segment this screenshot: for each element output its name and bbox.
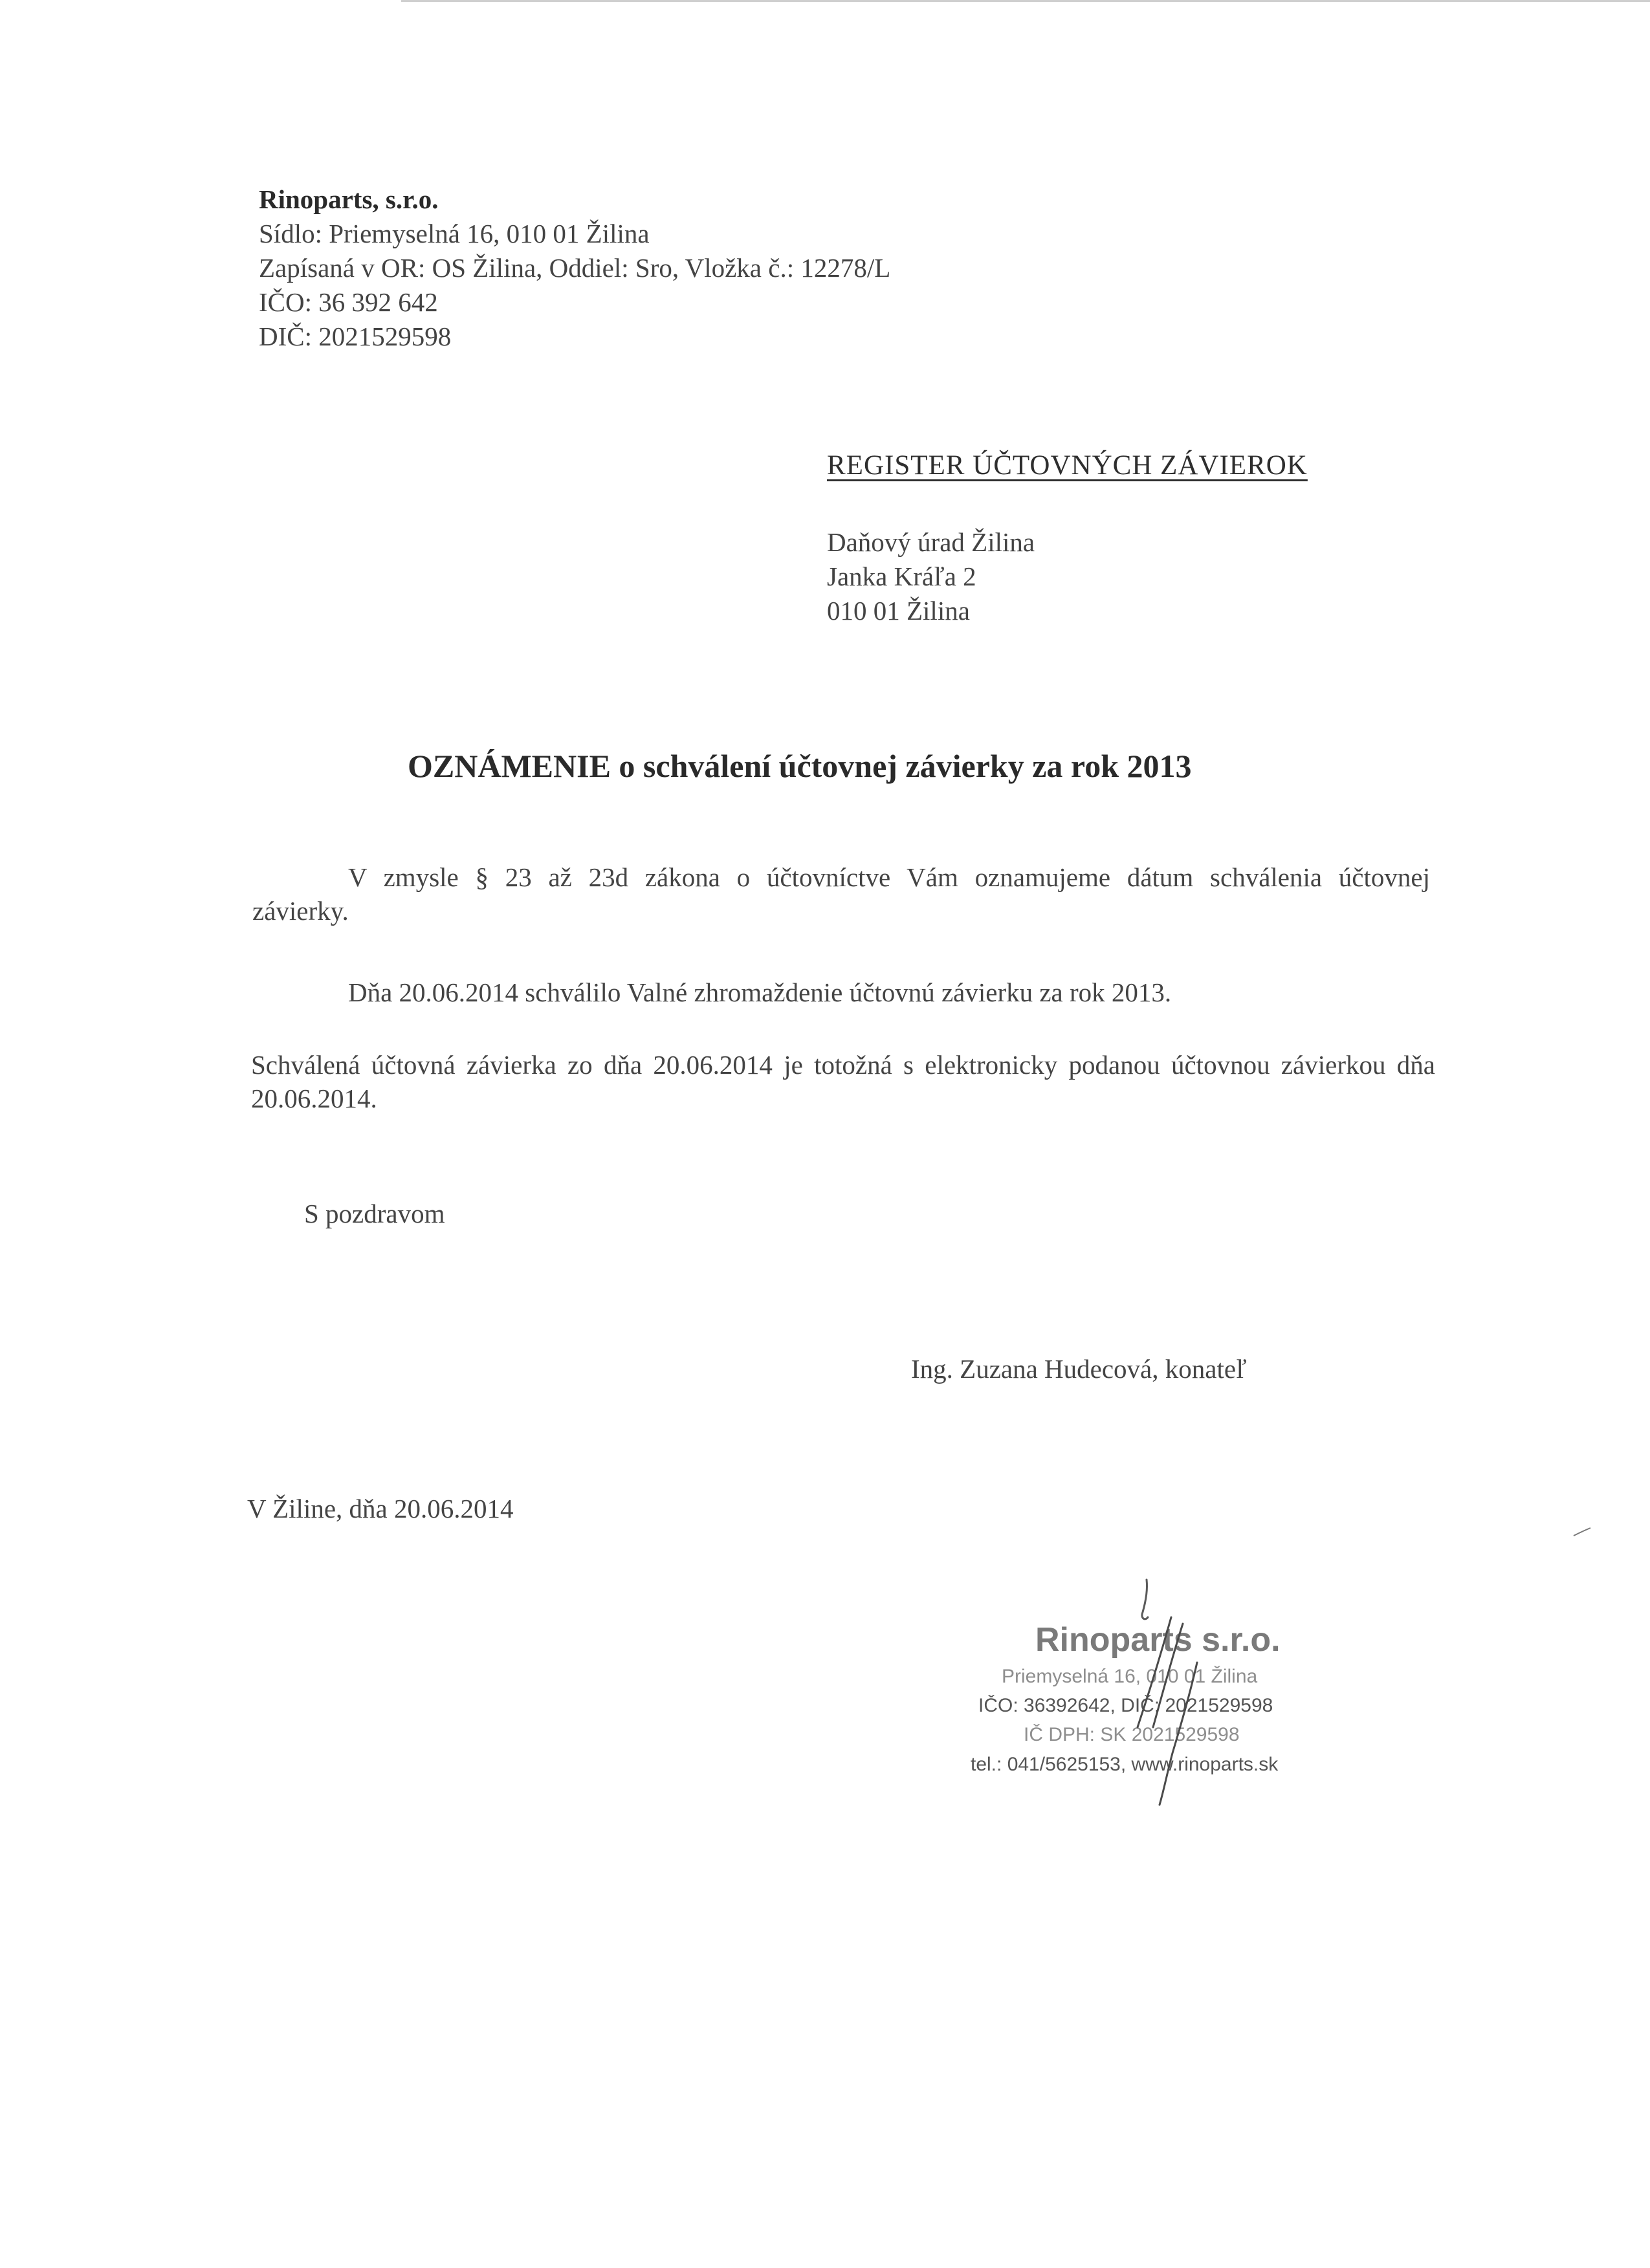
sender-seat: Sídlo: Priemyselná 16, 010 01 Žilina: [259, 219, 650, 248]
recipient-office: Daňový úrad Žilina: [827, 527, 1035, 557]
sender-block: [259, 182, 890, 354]
sender-company: Rinoparts, s.r.o.: [259, 184, 439, 214]
stamp-ic-dph: IČ DPH: SK 2021529598: [1024, 1724, 1240, 1745]
stamp-ico-dic: IČO: 36392642, DIČ: 2021529598: [978, 1695, 1273, 1716]
recipient-city: 010 01 Žilina: [827, 596, 970, 626]
body-paragraph-1: V zmysle § 23 až 23d zákona o účtovníctve Vám oznamujeme dátum schválenia účtovnej závierky.: [252, 862, 1430, 926]
recipient-title: REGISTER ÚČTOVNÝCH ZÁVIEROK: [827, 450, 1308, 481]
body-paragraph-3: Schválená účtovná závierka zo dňa 20.06.2014 je totožná s elektronicky podanou účtovnou závierkou dňa 20.06.2014.: [251, 1050, 1435, 1113]
stamp-contact: tel.: 041/5625153, www.rinoparts.sk: [971, 1754, 1279, 1775]
sender-ico: IČO: 36 392 642: [259, 287, 438, 317]
handwritten-signature: [1100, 1578, 1229, 1811]
recipient-street: Janka Kráľa 2: [827, 562, 976, 591]
closing-salutation: S pozdravom: [304, 1199, 445, 1228]
page-top-edge: [401, 0, 1650, 2]
scan-mark: [1572, 1527, 1592, 1537]
signatory-name: Ing. Zuzana Hudecová, konateľ: [911, 1354, 1247, 1384]
place-and-date: V Žiline, dňa 20.06.2014: [247, 1494, 514, 1523]
sender-registration: Zapísaná v OR: OS Žilina, Oddiel: Sro, Vložka č.: 12278/L: [259, 253, 891, 283]
stamp-company-name: Rinoparts s.r.o.: [1035, 1621, 1281, 1659]
sender-dic: DIČ: 2021529598: [259, 322, 452, 351]
body-paragraph-2: Dňa 20.06.2014 schválilo Valné zhromaždenie účtovnú závierku za rok 2013.: [348, 977, 1172, 1007]
recipient-address: [827, 525, 1035, 628]
stamp-address: Priemyselná 16, 010 01 Žilina: [1002, 1666, 1258, 1687]
document-heading: OZNÁMENIE o schválení účtovnej závierky za rok 2013: [408, 748, 1192, 784]
